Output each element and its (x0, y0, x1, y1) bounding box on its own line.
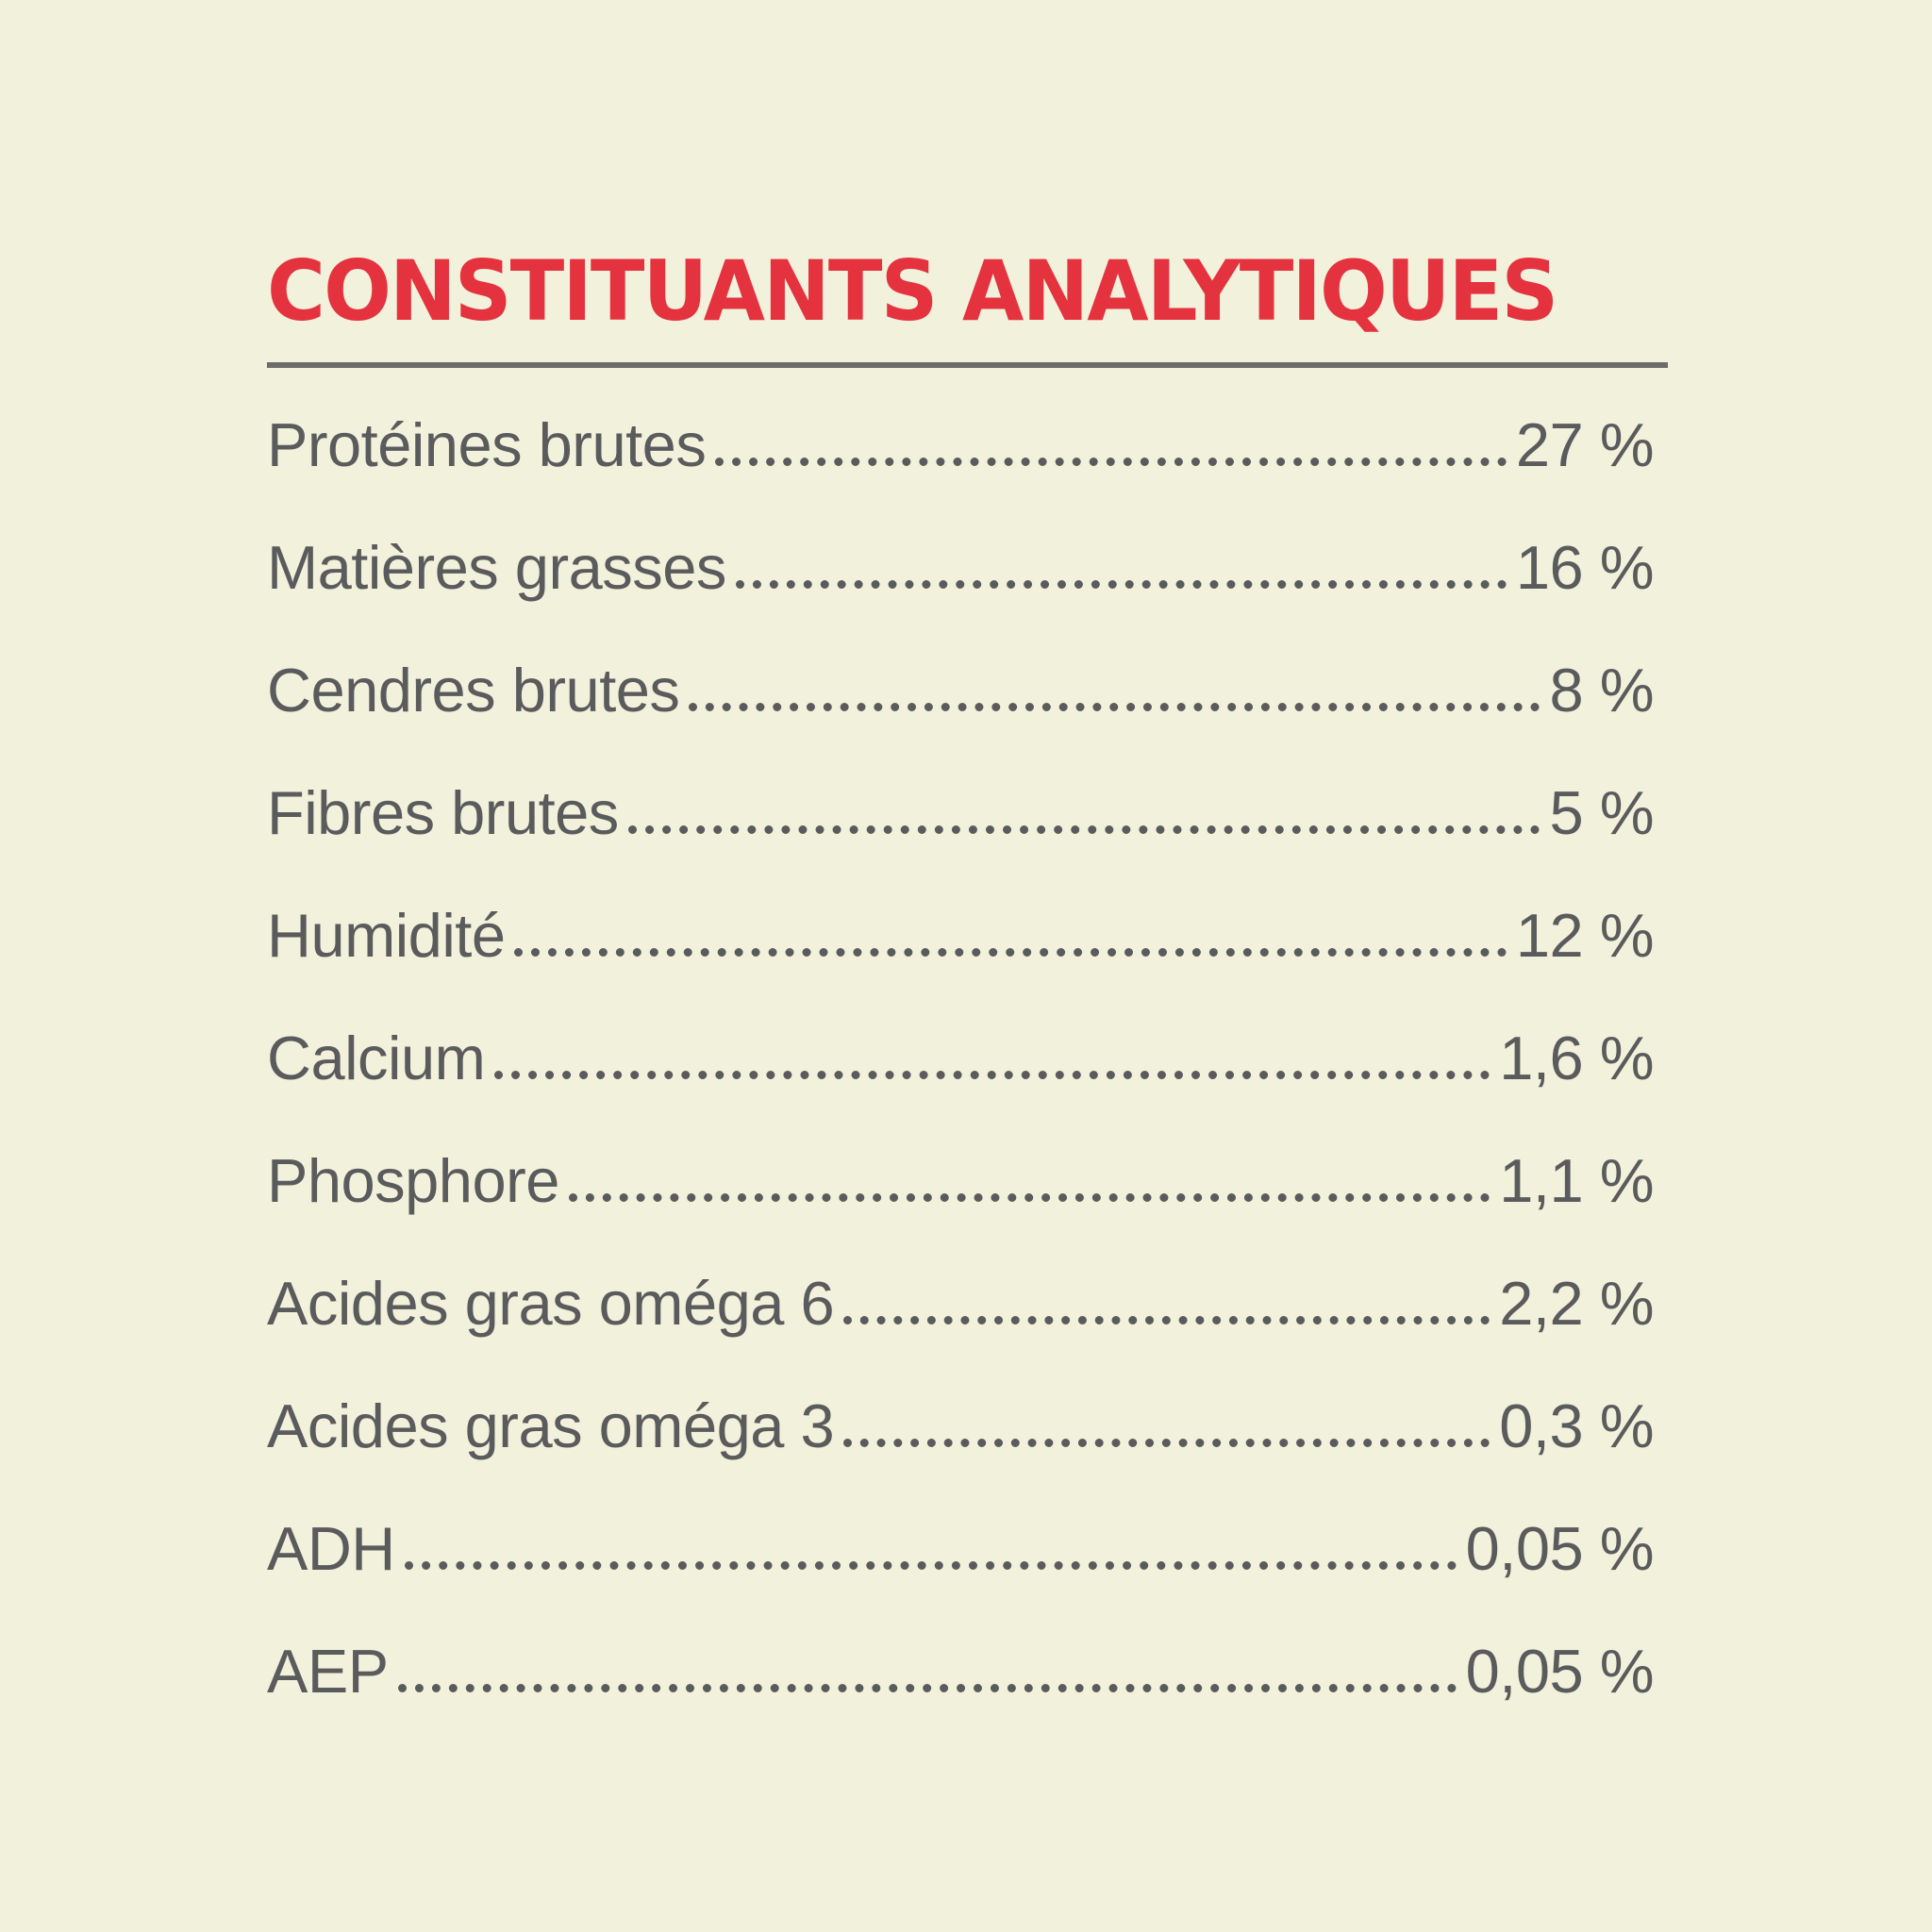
constituent-label: Acides gras oméga 3 (267, 1391, 835, 1460)
constituents-list (267, 383, 1668, 1732)
constituent-value: 5 % (1549, 777, 1654, 847)
constituent-label: Cendres brutes (267, 655, 680, 724)
constituent-value: 2,2 % (1499, 1268, 1654, 1338)
constituent-label: Protéines brutes (267, 409, 707, 479)
constituent-label: Fibres brutes (267, 777, 619, 847)
list-item-omega-6 (267, 1241, 1668, 1364)
dot-leader (398, 1683, 1457, 1692)
constituent-value: 8 % (1549, 655, 1654, 724)
title-divider (267, 362, 1668, 368)
dot-leader (843, 1438, 1490, 1447)
dot-leader (628, 824, 1541, 834)
constituent-value: 0,05 % (1465, 1636, 1654, 1706)
constituent-value: 1,6 % (1499, 1023, 1654, 1092)
constituent-value: 12 % (1515, 900, 1654, 970)
page-title: CONSTITUANTS ANALYTIQUES (267, 242, 1557, 340)
constituent-value: 0,3 % (1499, 1391, 1654, 1460)
list-item-phosphore (267, 1119, 1668, 1241)
dot-leader (494, 1070, 1490, 1079)
list-item-humidite (267, 874, 1668, 996)
list-item-matieres-grasses (267, 506, 1668, 628)
dot-leader (843, 1315, 1490, 1324)
constituent-value: 27 % (1515, 409, 1654, 479)
constituent-value: 1,1 % (1499, 1145, 1654, 1215)
analytical-constituents-panel (267, 242, 1668, 1732)
constituent-value: 0,05 % (1465, 1513, 1654, 1583)
dot-leader (689, 702, 1540, 711)
dot-leader (736, 579, 1507, 589)
constituent-value: 16 % (1515, 532, 1654, 602)
constituent-label: Matières grasses (267, 532, 726, 602)
dot-leader (405, 1560, 1457, 1570)
dot-leader (569, 1192, 1490, 1202)
list-item-omega-3 (267, 1364, 1668, 1487)
constituent-label: Acides gras oméga 6 (267, 1268, 835, 1338)
list-item-calcium (267, 996, 1668, 1119)
dot-leader (514, 947, 1506, 957)
constituent-label: Phosphore (267, 1145, 559, 1215)
dot-leader (715, 457, 1507, 466)
list-item-fibres-brutes (267, 751, 1668, 874)
list-item-aep (267, 1609, 1668, 1732)
constituent-label: Calcium (267, 1023, 486, 1092)
list-item-cendres-brutes (267, 628, 1668, 751)
list-item-adh (267, 1487, 1668, 1609)
constituent-label: ADH (267, 1513, 395, 1583)
constituent-label: Humidité (267, 900, 506, 970)
constituent-label: AEP (267, 1636, 389, 1706)
list-item-proteines-brutes (267, 383, 1668, 506)
